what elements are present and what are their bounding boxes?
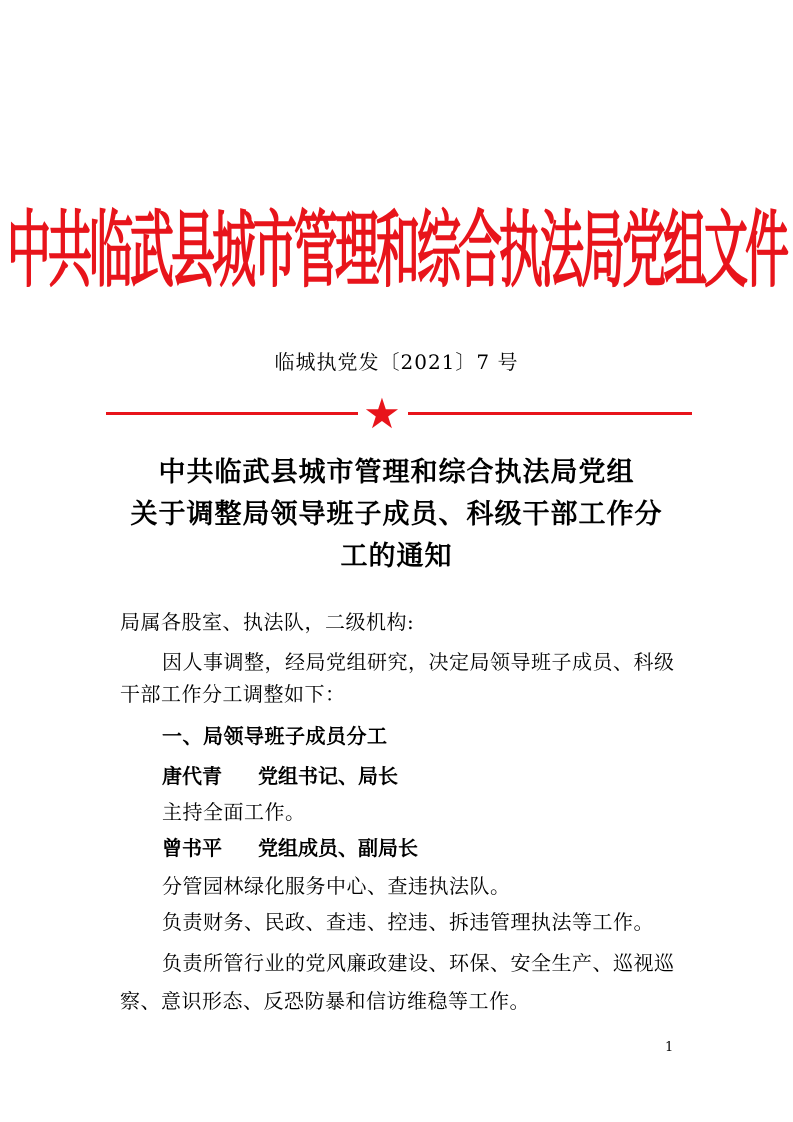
member-duty: 主持全面工作。 (162, 800, 306, 824)
salutation: 局属各股室、执法队，二级机构: (120, 610, 415, 634)
star-icon: ★ (363, 389, 401, 438)
intro-paragraph: 因人事调整，经局党组研究，决定局领导班子成员、科级干部工作分工调整如下： (120, 650, 675, 706)
title-line-3: 工的通知 (340, 541, 453, 572)
title-line-1: 中共临武县城市管理和综合执法局党组 (158, 457, 635, 488)
page-number: 1 (665, 1040, 674, 1055)
member-position: 党组成员、副局长 (258, 836, 418, 860)
member-duty: 负责所管行业的党风廉政建设、环保、安全生产、巡视巡察、意识形态、反恐防暴和信访维稳等工作。 (120, 951, 675, 1013)
member-name: 唐代青 (162, 764, 222, 788)
masthead-title: 中共临武县城市管理和综合执法局党组文件 (7, 203, 786, 300)
document-number: 临城执党发〔2021〕7 号 (274, 350, 519, 374)
member-position: 党组书记、局长 (258, 764, 398, 788)
member-duty: 负责财务、民政、查违、控违、拆违管理执法等工作。 (162, 910, 654, 934)
notice-title (90, 452, 703, 578)
separator-line-left (106, 412, 358, 415)
section-heading: 一、局领导班子成员分工 (162, 724, 388, 748)
member-duty: 分管园林绿化服务中心、查违执法队。 (162, 874, 511, 898)
separator-line-right (408, 412, 692, 415)
member-row (162, 832, 418, 864)
title-line-2: 关于调整局领导班子成员、科级干部工作分 (130, 499, 663, 530)
member-row (162, 760, 398, 792)
member-name: 曾书平 (162, 836, 222, 860)
